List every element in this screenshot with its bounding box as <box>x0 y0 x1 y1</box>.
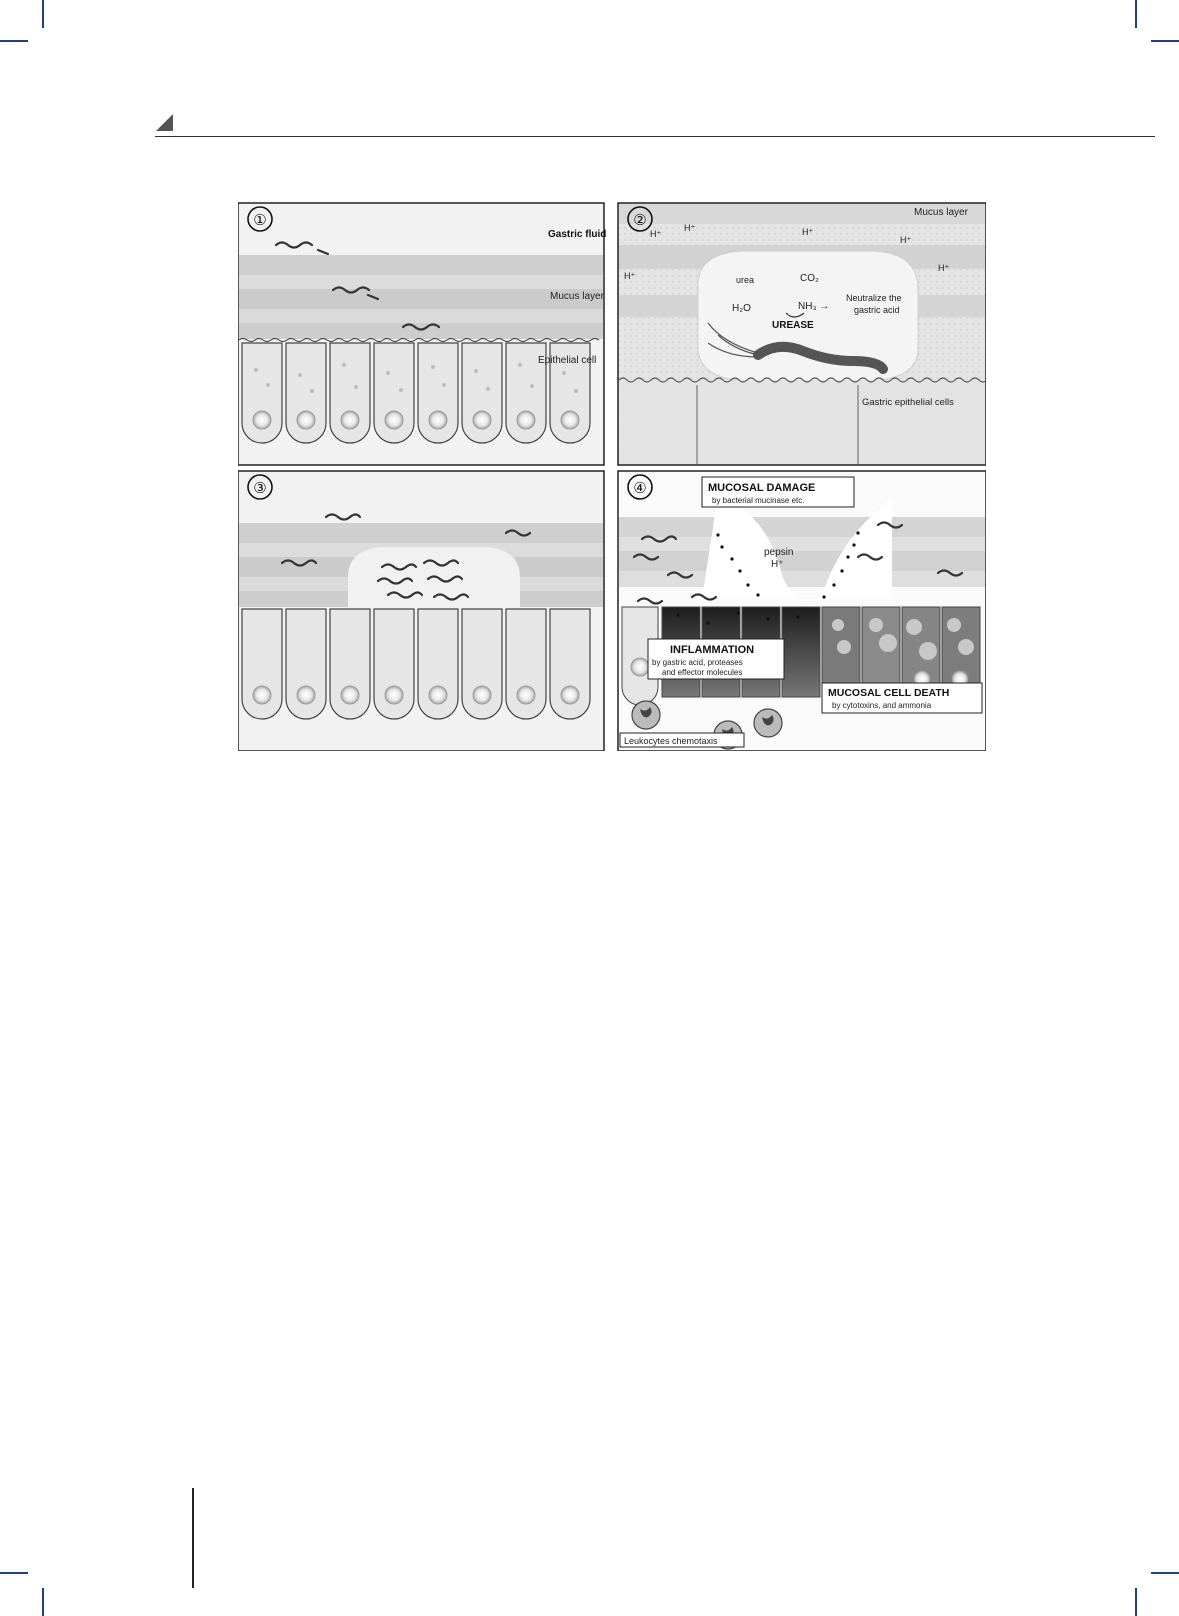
panel-1 <box>238 203 606 465</box>
panel-2-number: ② <box>633 211 647 229</box>
crop-mark-top-right-horizontal <box>1151 40 1179 42</box>
crop-mark-bottom-right-vertical <box>1135 1588 1137 1616</box>
h2o-label: H₂O <box>732 303 751 314</box>
inflammation-sublabel-1: by gastric acid, proteases <box>652 658 743 667</box>
h-plus-label-6: H⁺ <box>938 263 950 273</box>
helicobacter-infection-figure <box>238 195 986 751</box>
panel-2 <box>618 203 986 465</box>
panel-4-number: ④ <box>633 479 647 497</box>
inflammation-sublabel-2: and effector molecules <box>662 668 743 677</box>
h-plus-label-1: H⁺ <box>650 229 662 239</box>
panel-3 <box>238 471 604 751</box>
neutralize-label-line1: Neutralize the <box>846 293 902 303</box>
header-rule <box>155 136 1155 137</box>
h-plus-label-4: H⁺ <box>900 235 912 245</box>
gastric-epithelial-cells-label: Gastric epithelial cells <box>862 397 954 408</box>
header-triangle-icon <box>156 114 173 131</box>
crop-mark-bottom-left-vertical <box>42 1588 44 1616</box>
mucosal-damage-sublabel: by bacterial mucinase etc. <box>712 496 805 505</box>
leukocytes-chemotaxis-label: Leukocytes chemotaxis <box>624 736 718 746</box>
crop-mark-bottom-left-horizontal <box>0 1572 28 1574</box>
mucosal-cell-death-sublabel: by cytotoxins, and ammonia <box>832 701 932 710</box>
h-plus-label-2: H⁺ <box>684 223 696 233</box>
mucosal-cell-death-label: MUCOSAL CELL DEATH <box>828 687 950 699</box>
panel-4-h-plus-label: H⁺ <box>771 559 784 570</box>
panel-3-number: ③ <box>253 479 267 497</box>
crop-mark-top-left-horizontal <box>0 40 28 42</box>
h-plus-label-5: H⁺ <box>624 271 636 281</box>
mucus-layer-label: Mucus layer <box>550 291 604 302</box>
inflammation-label: INFLAMMATION <box>670 644 755 656</box>
h-plus-label-3: H⁺ <box>802 227 814 237</box>
gastric-fluid-label: Gastric fluid <box>548 229 607 240</box>
urea-label: urea <box>736 275 755 285</box>
crop-mark-top-left-vertical <box>42 0 44 28</box>
panel-2-mucus-layer-label: Mucus layer <box>914 207 968 218</box>
neutralize-label-line2: gastric acid <box>854 305 900 315</box>
epithelial-cell-label: Epithelial cell <box>538 355 597 366</box>
crop-mark-bottom-right-horizontal <box>1151 1572 1179 1574</box>
nh3-label: NH₃ → <box>798 301 830 312</box>
pepsin-label: pepsin <box>764 547 794 558</box>
footer-rule <box>192 1488 194 1588</box>
co2-label: CO₂ <box>800 273 819 284</box>
mucosal-damage-label: MUCOSAL DAMAGE <box>708 482 816 494</box>
panel-4 <box>618 471 986 751</box>
urease-label: UREASE <box>772 320 814 331</box>
panel-1-number: ① <box>253 211 267 229</box>
crop-mark-top-right-vertical <box>1135 0 1137 28</box>
